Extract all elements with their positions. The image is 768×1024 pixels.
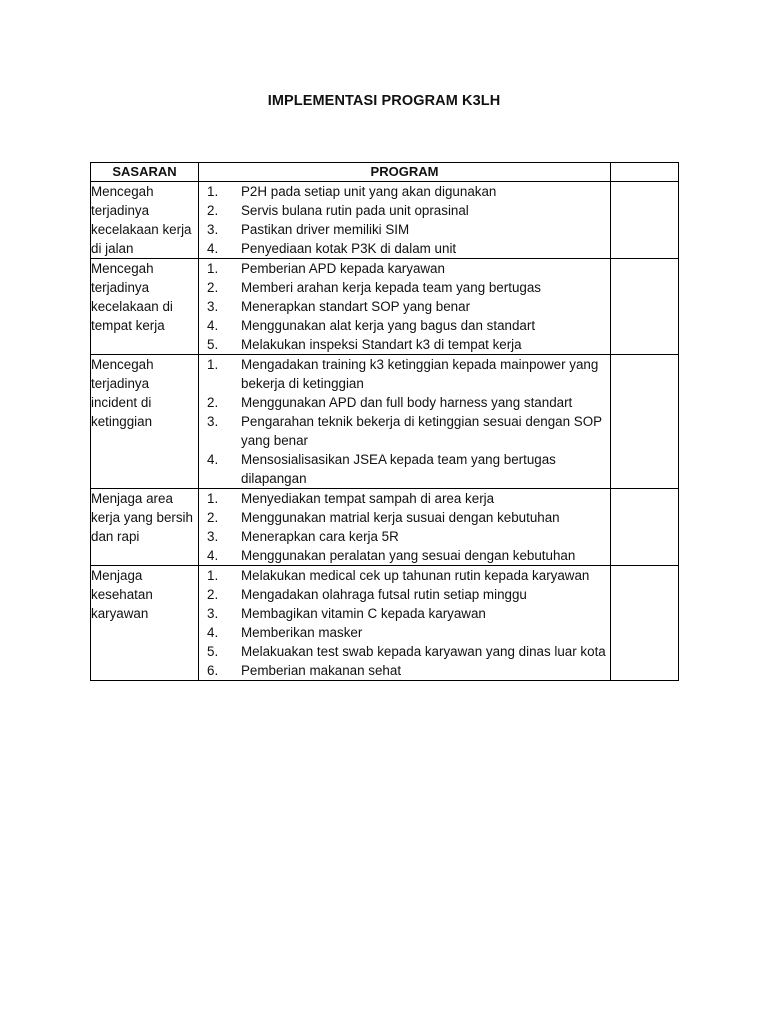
program-text: Menggunakan matrial kerja susuai dengan kebutuhan (241, 510, 560, 525)
program-text: Menerapkan cara kerja 5R (241, 529, 399, 544)
table-row (91, 182, 679, 259)
list-number: 3. (207, 299, 219, 314)
table-row (91, 566, 679, 681)
program-text: Membagikan vitamin C kepada karyawan (241, 606, 486, 621)
list-number: 4. (207, 548, 219, 563)
program-list-item (199, 239, 610, 258)
table-row (91, 489, 679, 566)
program-text: Menyediakan tempat sampah di area kerja (241, 491, 495, 506)
list-number: 1. (207, 568, 219, 583)
program-list (199, 489, 610, 565)
program-text: Melakukan medical cek up tahunan rutin kepada karyawan (241, 568, 590, 583)
program-list-item (199, 316, 610, 335)
program-text: Pemberian APD kepada karyawan (241, 261, 445, 276)
list-number: 2. (207, 395, 219, 410)
program-list-item (199, 393, 610, 412)
program-list (199, 182, 610, 258)
empty-cell (611, 355, 679, 489)
program-text: Memberi arahan kerja kepada team yang bertugas (241, 280, 541, 295)
table-row (91, 259, 679, 355)
program-text: Melakuakan test swab kepada karyawan yang dinas luar kota (241, 644, 606, 659)
header-sasaran: SASARAN (91, 163, 199, 182)
list-number: 1. (207, 261, 219, 276)
list-number: 2. (207, 510, 219, 525)
program-text: Menggunakan peralatan yang sesuai dengan kebutuhan (241, 548, 576, 563)
list-number: 4. (207, 241, 219, 256)
program-cell (199, 566, 611, 681)
sasaran-cell: Mencegah terjadinya incident di ketinggian (91, 355, 199, 489)
program-text: Memberikan masker (241, 625, 363, 640)
program-text: Menggunakan alat kerja yang bagus dan standart (241, 318, 536, 333)
program-cell (199, 259, 611, 355)
list-number: 2. (207, 587, 219, 602)
header-empty (611, 163, 679, 182)
program-text: Pengarahan teknik bekerja di ketinggian sesuai dengan SOP yang benar (241, 414, 602, 448)
program-text: Melakukan inspeksi Standart k3 di tempat kerja (241, 337, 522, 352)
program-list-item (199, 489, 610, 508)
program-list-item (199, 642, 610, 661)
list-number: 4. (207, 452, 219, 467)
sasaran-cell: Mencegah terjadinya kecelakaan di tempat kerja (91, 259, 199, 355)
program-list-item (199, 604, 610, 623)
sasaran-cell: Mencegah terjadinya kecelakaan kerja di jalan (91, 182, 199, 259)
program-text: Mengadakan training k3 ketinggian kepada mainpower yang bekerja di ketinggian (241, 357, 599, 391)
program-list-item (199, 527, 610, 546)
empty-cell (611, 566, 679, 681)
list-number: 3. (207, 414, 219, 429)
table-body (91, 182, 679, 681)
program-list-item (199, 259, 610, 278)
program-text: Mengadakan olahraga futsal rutin setiap minggu (241, 587, 527, 602)
list-number: 1. (207, 184, 219, 199)
program-list-item (199, 182, 610, 201)
program-list-item (199, 546, 610, 565)
program-cell (199, 182, 611, 259)
program-table (90, 162, 679, 681)
table-row (91, 355, 679, 489)
program-text: Penyediaan kotak P3K di dalam unit (241, 241, 457, 256)
list-number: 1. (207, 357, 219, 372)
empty-cell (611, 489, 679, 566)
program-list-item (199, 661, 610, 680)
list-number: 5. (207, 644, 219, 659)
program-cell (199, 355, 611, 489)
program-list-item (199, 278, 610, 297)
program-list (199, 355, 610, 488)
program-text: Servis bulana rutin pada unit oprasinal (241, 203, 469, 218)
sasaran-cell: Menjaga kesehatan karyawan (91, 566, 199, 681)
list-number: 3. (207, 606, 219, 621)
list-number: 1. (207, 491, 219, 506)
program-text: Menggunakan APD dan full body harness yang standart (241, 395, 573, 410)
program-list-item (199, 335, 610, 354)
empty-cell (611, 182, 679, 259)
program-list-item (199, 566, 610, 585)
program-text: P2H pada setiap unit yang akan digunakan (241, 184, 497, 199)
program-text: Menerapkan standart SOP yang benar (241, 299, 471, 314)
program-list-item (199, 355, 610, 393)
list-number: 5. (207, 337, 219, 352)
program-list (199, 259, 610, 354)
program-list-item (199, 220, 610, 239)
program-list-item (199, 450, 610, 488)
program-list-item (199, 623, 610, 642)
program-list-item (199, 297, 610, 316)
sasaran-cell: Menjaga area kerja yang bersih dan rapi (91, 489, 199, 566)
program-list-item (199, 508, 610, 527)
header-program: PROGRAM (199, 163, 611, 182)
program-list-item (199, 585, 610, 604)
program-text: Pemberian makanan sehat (241, 663, 402, 678)
list-number: 3. (207, 222, 219, 237)
empty-cell (611, 259, 679, 355)
document-title: IMPLEMENTASI PROGRAM K3LH (267, 93, 501, 109)
list-number: 2. (207, 203, 219, 218)
program-text: Pastikan driver memiliki SIM (241, 222, 410, 237)
program-text: Mensosialisasikan JSEA kepada team yang bertugas dilapangan (241, 452, 556, 486)
list-number: 6. (207, 663, 219, 678)
program-list-item (199, 412, 610, 450)
list-number: 3. (207, 529, 219, 544)
program-list-item (199, 201, 610, 220)
table-header-row (91, 163, 679, 182)
list-number: 4. (207, 318, 219, 333)
program-list (199, 566, 610, 680)
program-cell (199, 489, 611, 566)
list-number: 4. (207, 625, 219, 640)
list-number: 2. (207, 280, 219, 295)
